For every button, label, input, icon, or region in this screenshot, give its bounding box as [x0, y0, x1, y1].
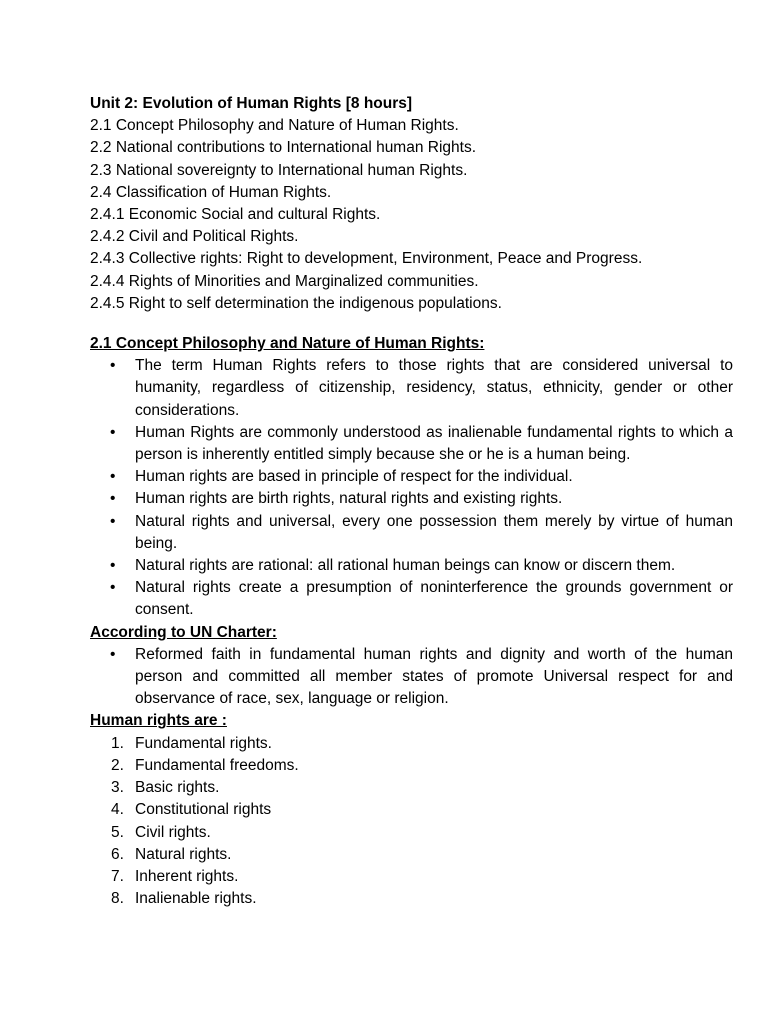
list-item — [90, 577, 733, 621]
list-item-text: Human Rights are commonly understood as inalienable fundamental rights to which a person is inherently entitled simply because she or he is a human being. — [135, 423, 733, 464]
toc-item: 2.3 National sovereignty to International human Rights. — [90, 161, 468, 179]
bullet-icon: • — [110, 579, 116, 597]
list-item-text: Civil rights. — [135, 823, 211, 841]
list-item-text: Reformed faith in fundamental human rights and dignity and worth of the human person and committed all member states of promote Universal respect for and observance of race, sex, language or religion. — [135, 645, 733, 708]
list-item-text: Inalienable rights. — [135, 890, 257, 908]
list-item-text: Human rights are based in principle of respect for the individual. — [135, 468, 573, 486]
toc-item: 2.4.1 Economic Social and cultural Rights. — [90, 206, 381, 224]
item-number: 5. — [111, 823, 124, 841]
toc-item: 2.4.4 Rights of Minorities and Marginalized communities. — [90, 272, 479, 290]
numbered-item — [90, 755, 733, 777]
numbered-item — [90, 799, 733, 821]
item-number: 8. — [111, 890, 124, 908]
list-item — [90, 466, 733, 488]
list-item-text: Natural rights and universal, every one possession them merely by virtue of human being. — [135, 512, 733, 552]
rights-numbered-list — [90, 733, 733, 911]
toc-item: 2.4.5 Right to self determination the indigenous populations. — [90, 294, 502, 312]
item-number: 7. — [111, 867, 124, 885]
bullet-icon: • — [110, 512, 116, 530]
item-number: 2. — [111, 756, 124, 774]
bullet-icon: • — [110, 423, 116, 441]
numbered-item — [90, 866, 733, 888]
toc-item: 2.4.3 Collective rights: Right to development, Environment, Peace and Progress. — [90, 250, 643, 268]
un-charter-heading: According to UN Charter: — [90, 623, 277, 641]
un-charter-bullet-list — [90, 644, 733, 711]
item-number: 6. — [111, 845, 124, 863]
list-item-text: Inherent rights. — [135, 867, 239, 885]
concept-bullet-list — [90, 355, 733, 621]
list-item — [90, 644, 733, 711]
numbered-item — [90, 888, 733, 910]
list-item-text: Constitutional rights — [135, 801, 272, 819]
bullet-icon: • — [110, 645, 116, 663]
toc-item: 2.4.2 Civil and Political Rights. — [90, 228, 299, 246]
unit-title: Unit 2: Evolution of Human Rights [8 hours] — [90, 95, 413, 112]
numbered-item — [90, 844, 733, 866]
toc-item: 2.2 National contributions to International human Rights. — [90, 139, 477, 157]
bullet-icon: • — [110, 357, 116, 375]
paragraph-spacer — [90, 315, 733, 333]
table-of-contents — [90, 115, 733, 315]
list-item — [90, 511, 733, 555]
list-item — [90, 355, 733, 422]
document-body — [90, 93, 733, 910]
list-item-text: Natural rights are rational: all rational human beings can know or discern them. — [135, 557, 676, 575]
toc-item: 2.4 Classification of Human Rights. — [90, 183, 332, 201]
item-number: 1. — [111, 734, 124, 752]
item-number: 4. — [111, 801, 124, 819]
toc-item: 2.1 Concept Philosophy and Nature of Human Rights. — [90, 117, 459, 135]
list-item — [90, 422, 733, 466]
section-heading: 2.1 Concept Philosophy and Nature of Human Rights: — [90, 335, 485, 353]
list-item-text: Fundamental rights. — [135, 734, 272, 752]
bullet-icon: • — [110, 468, 116, 486]
list-item — [90, 555, 733, 577]
bullet-icon: • — [110, 557, 116, 575]
bullet-icon: • — [110, 490, 116, 508]
list-item-text: Natural rights create a presumption of noninterference the grounds government or consent. — [135, 579, 733, 619]
list-item — [90, 488, 733, 510]
list-item-text: Basic rights. — [135, 779, 220, 797]
numbered-item — [90, 733, 733, 755]
list-item-text: Natural rights. — [135, 845, 232, 863]
numbered-item — [90, 822, 733, 844]
item-number: 3. — [111, 779, 124, 797]
list-item-text: Human rights are birth rights, natural rights and existing rights. — [135, 490, 563, 508]
list-item-text: The term Human Rights refers to those rights that are considered universal to humanity, regardless of citizenship, residency, status, ethnicity, gender or other considerations. — [135, 357, 733, 419]
numbered-item — [90, 777, 733, 799]
list-item-text: Fundamental freedoms. — [135, 756, 299, 774]
rights-heading: Human rights are : — [90, 712, 227, 730]
